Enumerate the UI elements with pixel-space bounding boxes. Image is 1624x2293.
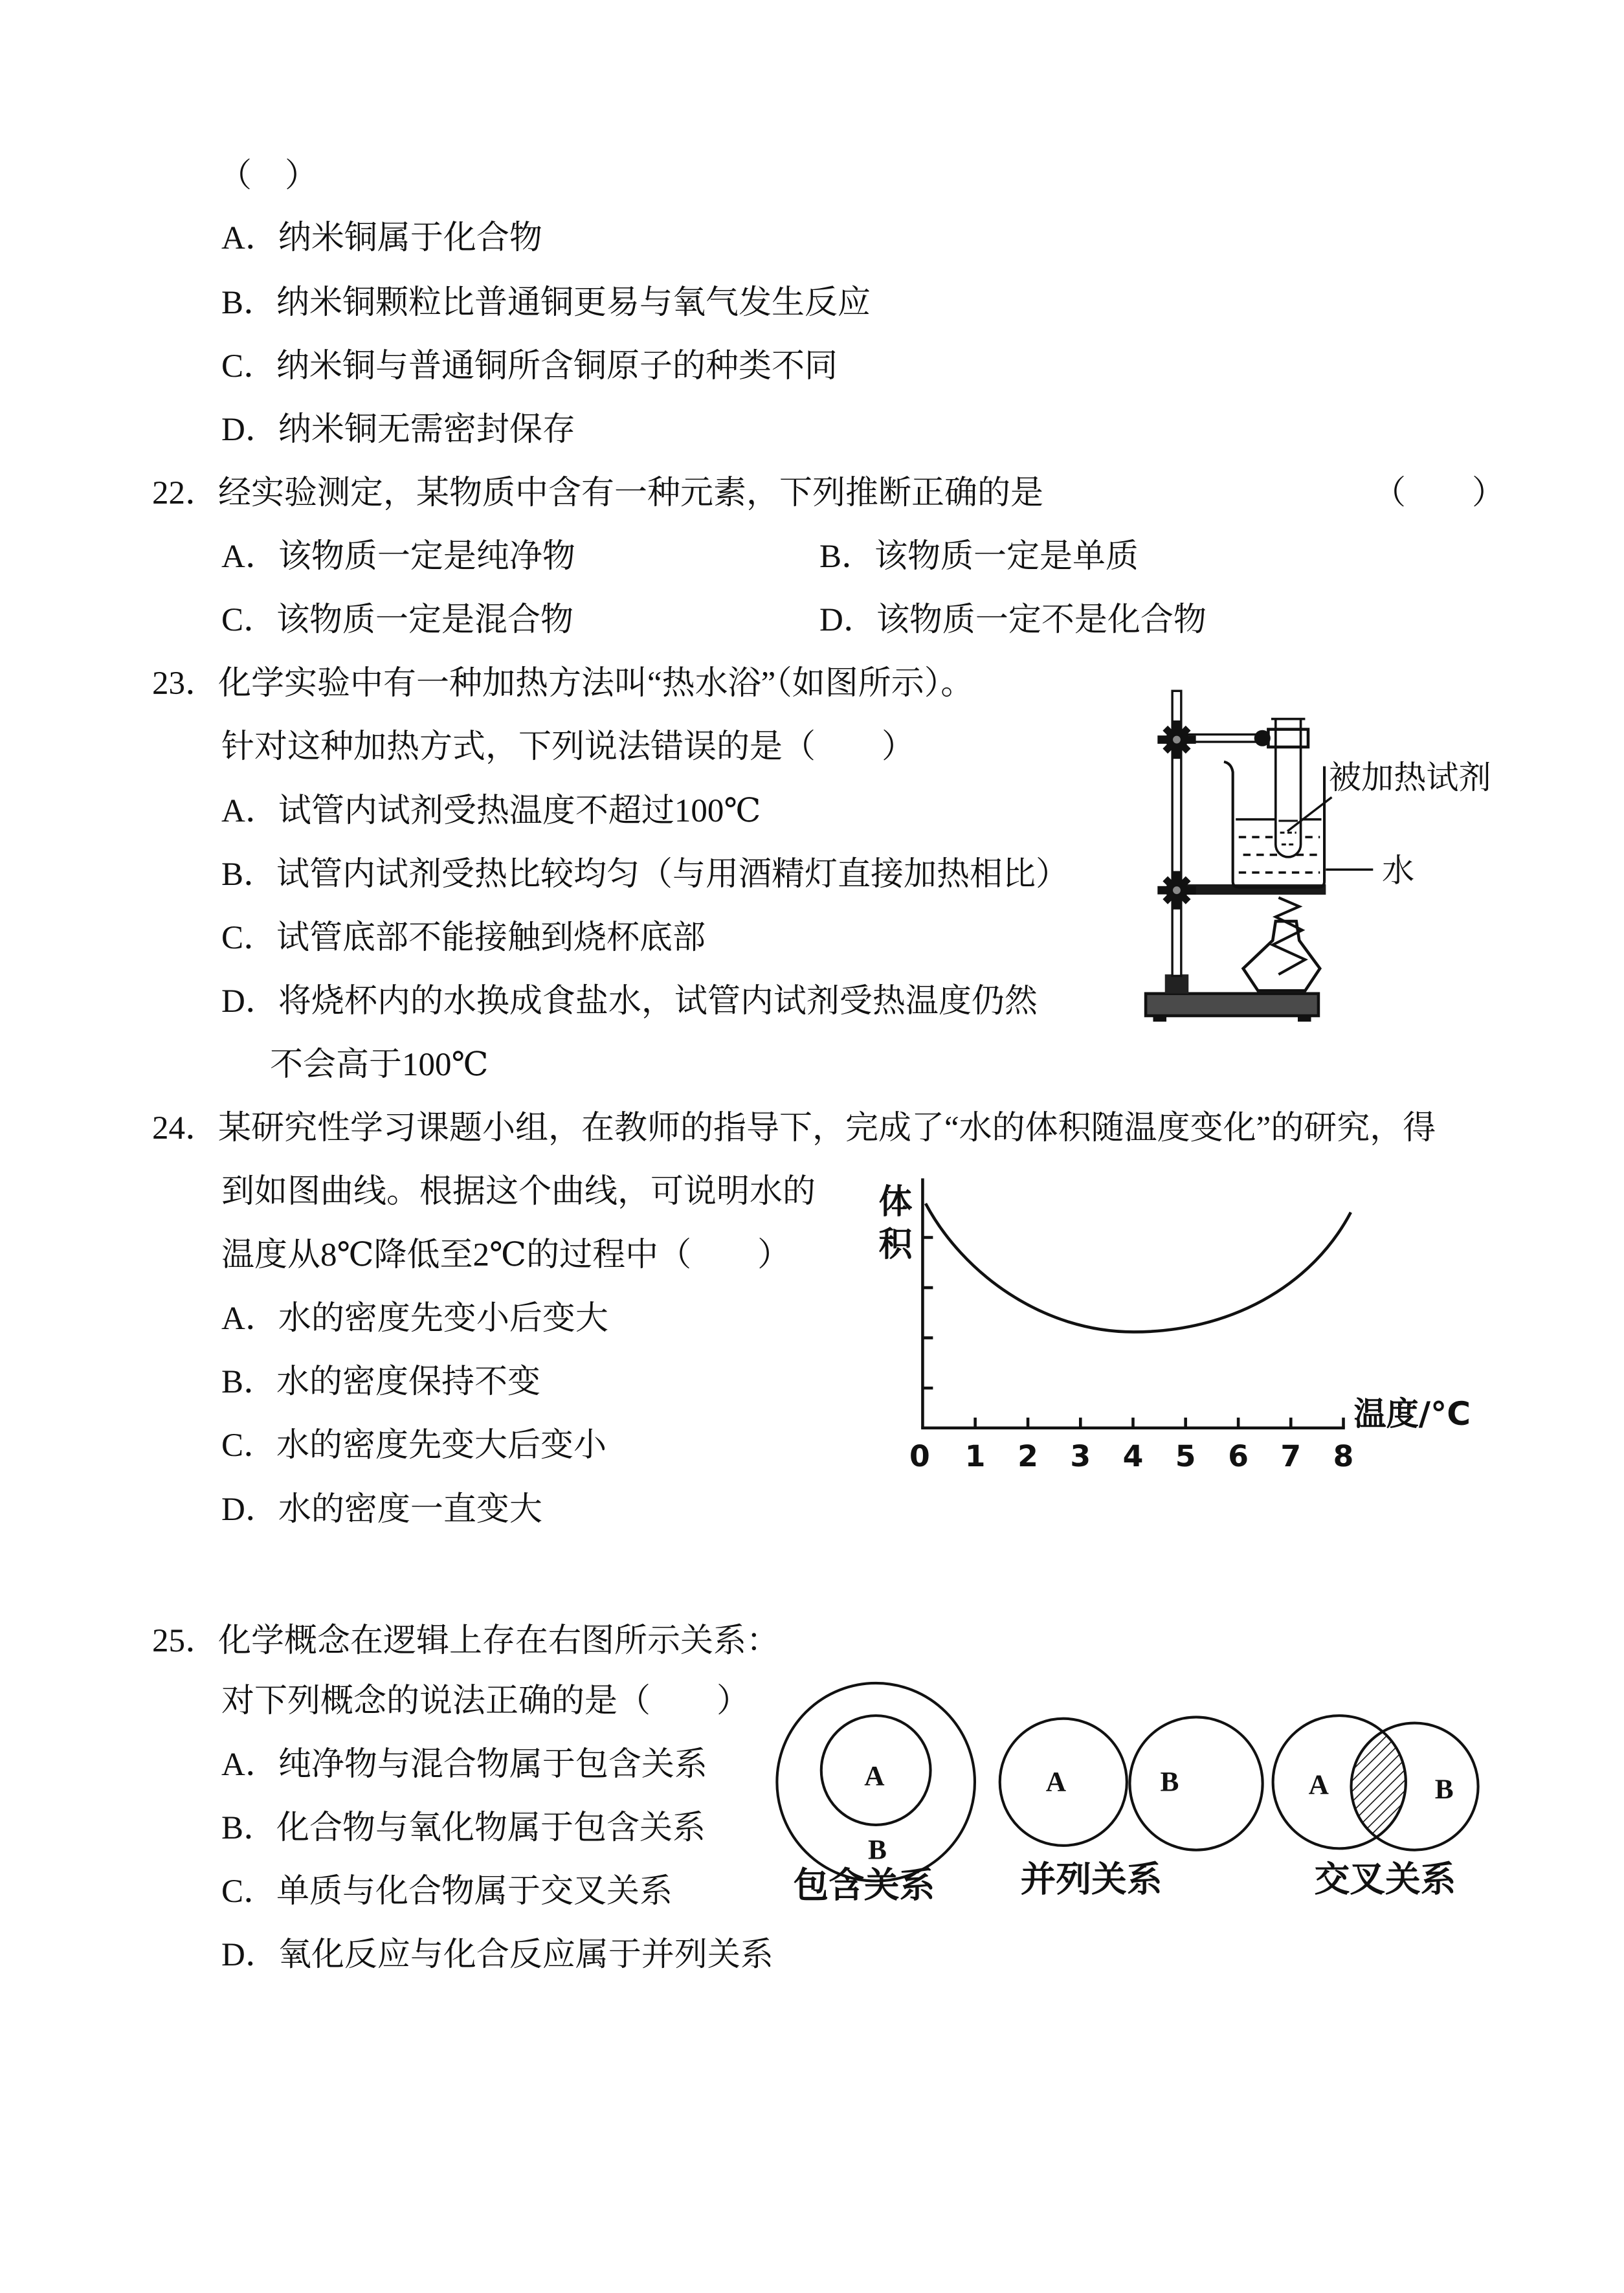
q23-option-a: A．试管内试剂受热温度不超过100℃ [221,793,761,829]
q23-option-c: C．试管底部不能接触到烧杯底部 [221,920,706,956]
q22-option-a: A．该物质一定是纯净物 [221,539,575,575]
q24-option-c: C．水的密度先变大后变小 [221,1427,607,1464]
intersection-caption: 交叉关系 [1314,1858,1456,1900]
q25-option-b: B．化合物与氧化物属于包含关系 [221,1810,706,1846]
q21-option-c: C．纳米铜与普通铜所含铜原子的种类不同 [221,348,838,385]
q24-stem-line-1: 24．某研究性学习课题小组，在教师的指导下，完成了“水的体积随温度变化”的研究，得 [152,1110,1436,1146]
clamp-arm [1187,735,1258,742]
x-tick-label-4: 4 [1122,1439,1144,1474]
q21-option-b: B．纳米铜颗粒比普通铜更易与氧气发生反应 [221,285,871,321]
x-axis-label: 温度/°C [1353,1394,1471,1433]
right-circle [1129,1717,1262,1850]
intersection-diagram [1273,1716,1478,1899]
q21-option-d: D．纳米铜无需密封保存 [221,412,575,448]
upper-clamp-boss [1157,721,1196,759]
test-tube [1276,719,1301,857]
right-circle-label: B [1434,1773,1454,1805]
q22-option-b: B．该物质一定是单质 [819,539,1139,575]
containment-diagram [777,1683,975,1906]
q25-option-d: D．氧化反应与化合反应属于并列关系 [221,1937,773,1973]
water-label: 水 [1382,852,1415,889]
stand-base [1146,994,1318,1016]
q22-option-c: C．该物质一定是混合物 [221,602,574,638]
volume-curve [926,1203,1351,1332]
q23-stem-line-1: 23．化学实验中有一种加热方法叫“热水浴”（如图所示）。 [152,666,974,702]
q24-option-d: D．水的密度一直变大 [221,1492,542,1528]
beaker [1224,762,1324,888]
right-circle-label: B [1160,1766,1179,1798]
x-tick-label-0: 0 [909,1439,930,1474]
parallel-caption: 并列关系 [1020,1858,1162,1900]
alcohol-lamp [1243,921,1320,990]
rod-foot [1165,974,1188,994]
q24-stem-line-2: 到如图曲线。根据这个曲线，可说明水的 [221,1174,816,1210]
lower-clamp-boss [1157,871,1196,910]
x-tick-label-1: 1 [964,1439,986,1474]
ring-support [1184,884,1326,895]
q23-option-d: D．将烧杯内的水换成食盐水，试管内试剂受热温度仍然 [221,983,1038,1020]
q25-option-c: C．单质与化合物属于交叉关系 [221,1874,673,1910]
q23-stem-line-2: 针对这种加热方式，下列说法错误的是（ ） [221,729,915,765]
x-tick-label-5: 5 [1175,1439,1196,1474]
q24-stem-line-3: 温度从8℃降低至2℃的过程中（ ） [221,1237,791,1273]
stand-foot-left [1153,1016,1166,1022]
q22-option-d: D．该物质一定不是化合物 [819,602,1207,638]
x-tick-label-3: 3 [1070,1439,1091,1474]
volume-temperature-graph [863,1167,1513,1477]
q25-option-a: A．纯净物与混合物属于包含关系 [221,1747,707,1783]
q22-stem: 22．经实验测定，某物质中含有一种元素，下列推断正确的是 [152,475,1044,511]
y-axis-label: 体积 [873,1183,911,1269]
q25-stem-line-2: 对下列概念的说法正确的是（ ） [221,1683,750,1719]
x-tick-label-8: 8 [1333,1439,1354,1474]
x-tick-label-7: 7 [1280,1439,1302,1474]
stand-foot-right [1298,1016,1311,1022]
reagent-label: 被加热试剂 [1328,759,1491,796]
inner-circle-label: A [864,1760,885,1792]
q24-option-a: A．水的密度先变小后变大 [221,1301,608,1337]
q22-answer-blank: （ ） [1373,475,1506,511]
parallel-diagram [1000,1717,1263,1899]
x-tick-label-2: 2 [1018,1439,1038,1474]
q21-answer-blank: （ ） [219,158,318,194]
left-circle-label: A [1308,1769,1329,1800]
left-circle-label: A [1045,1766,1067,1798]
q24-option-b: B．水的密度保持不变 [221,1364,541,1400]
water-bath-apparatus-figure [1129,679,1513,1026]
q23-option-b: B．试管内试剂受热比较均匀（与用酒精灯直接加热相比） [221,856,1069,893]
q25-stem-line-1: 25．化学概念在逻辑上存在右图所示关系： [152,1623,780,1659]
outer-circle-label: B [868,1834,887,1866]
q21-option-a: A．纳米铜属于化合物 [221,220,542,256]
q23-option-d-continued: 不会高于100℃ [270,1047,489,1083]
x-tick-label-6: 6 [1228,1439,1249,1474]
concept-relation-diagrams [771,1673,1484,1915]
containment-caption: 包含关系 [793,1864,935,1906]
